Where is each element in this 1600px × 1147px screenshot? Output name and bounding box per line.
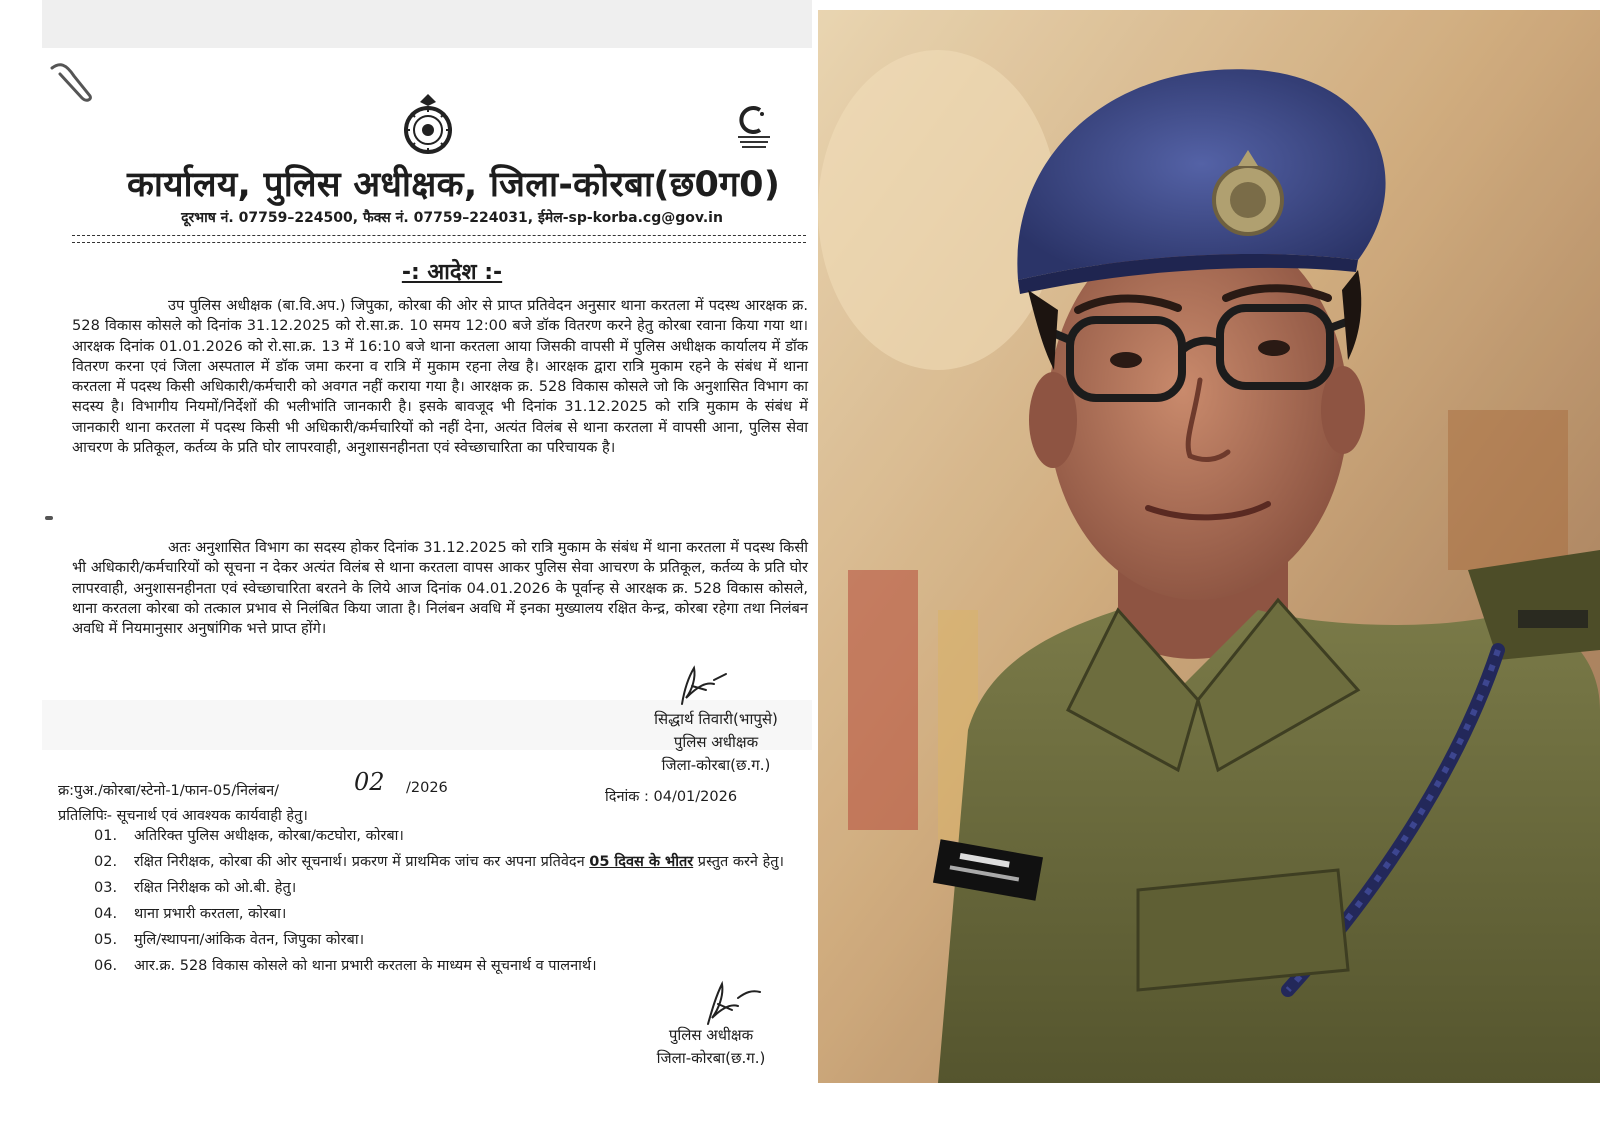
paper-clip-mark-icon <box>46 60 98 104</box>
order-heading <box>127 256 777 286</box>
margin-mark <box>45 516 53 520</box>
list-item <box>94 904 810 924</box>
list-item <box>94 826 810 846</box>
police-emblem-icon <box>396 92 460 158</box>
list-item-number: 06. <box>94 958 118 974</box>
signatory-block-1 <box>616 708 816 777</box>
signatory-name: सिद्धार्थ तिवारी(भापुसे) <box>654 710 778 728</box>
signatory-district: जिला-कोरबा(छ.ग.) <box>656 1049 766 1067</box>
office-title: कार्यालय, पुलिस अधीक्षक, जिला-कोरबा(छ0ग0) <box>127 165 781 205</box>
list-item-number: 04. <box>94 906 118 922</box>
order-document <box>42 0 812 1147</box>
reference-handwritten-number: 02 <box>354 768 385 796</box>
list-item-text-after: प्रस्तुत करने हेतु। <box>693 854 785 870</box>
order-paragraph-1: उप पुलिस अधीक्षक (बा.वि.अप.) जिपुका, कोरबा की ओर से प्राप्त प्रतिवेदन अनुसार थाना करतला में पदस्थ आरक्षक क्र. 528 विकास कोसले को दिनांक 31.12.2025 को रो.सा.क्र. 10 समय 12:00 बजे डॉक वितरण करने हेतु कोरबा रवाना किया गया था। आरक्षक दिनांक 01.01.2026 को रो.सा.क्र. 13 में 16:10 बजे थाना करतला आया जिसकी वापसी में पुलिस अधीक्षक कार्यालय में डॉक वितरण करना एवं जिला अस्पताल में डॉक जमा करना व रात्रि में मुकाम रहना लेख है। आरक्षक द्वारा रात्रि मुकाम रहने के संबंध में थाना करतला में पदस्थ किसी अधिकारी/कर्मचारी को अवगत नहीं कराया गया है। आरक्षक क्र. 528 विकास कोसले जो कि अनुशासित विभाग का सदस्य है। विभागीय नियमों/निर्देशों की भलीभांति जानकारी है। इसके बावजूद भी दिनांक 31.12.2025 को रात्रि मुकाम के संबंध में जानकारी थाना करतला में पदस्थ किसी भी अधिकारी/कर्मचारियों को नहीं देना, अत्यंत विलंब से थाना करतला में वापसी आना, पुलिस सेवा आचरण के प्रतिकूल, कर्तव्य के प्रति घोर लापरवाही, अनुशासनहीनता एवं स्वेच्छाचारिता का परिचायक है। <box>72 297 808 457</box>
officer-portrait-photo <box>818 10 1600 1083</box>
list-item-number: 03. <box>94 880 118 896</box>
header-divider <box>72 235 806 243</box>
list-item-text: रक्षित निरीक्षक, कोरबा की ओर सूचनार्थ। प्रकरण में प्राथमिक जांच कर अपना प्रतिवेदन <box>134 854 590 870</box>
list-item-number: 01. <box>94 828 118 844</box>
reference-year: /2026 <box>406 780 448 796</box>
list-item-text: रक्षित निरीक्षक को ओ.बी. हेतु। <box>134 880 297 896</box>
officer-portrait-illustration <box>818 10 1600 1083</box>
copy-to-line: प्रतिलिपिः- सूचनार्थ एवं आवश्यक कार्यवाही हेतु। <box>58 808 308 824</box>
reference-date: दिनांक : 04/01/2026 <box>605 789 738 805</box>
reference-prefix: क्र:पुअ./कोरबा/स्टेनो-1/फान-05/निलंबन/ <box>58 783 280 799</box>
list-item-number: 05. <box>94 932 118 948</box>
deadline-underlined: 05 दिवस के भीतर <box>589 854 694 870</box>
contact-line: दूरभाष नं. 07759–224500, फैक्स नं. 07759–224031, ईमेल-sp-korba.cg@gov.in <box>181 210 723 226</box>
list-item-text: अतिरिक्त पुलिस अधीक्षक, कोरबा/कटघोरा, कोरबा। <box>134 828 404 844</box>
list-item <box>94 878 810 898</box>
list-item <box>94 852 810 872</box>
signatory-district: जिला-कोरबा(छ.ग.) <box>661 756 771 774</box>
signatory-designation: पुलिस अधीक्षक <box>668 1026 754 1044</box>
copy-list <box>94 826 810 982</box>
list-item <box>94 930 810 950</box>
scan-top-border <box>42 0 812 48</box>
list-item-text: मुलि/स्थापना/आंकिक वेतन, जिपुका कोरबा। <box>134 932 365 948</box>
list-item-text: थाना प्रभारी करतला, कोरबा। <box>134 906 287 922</box>
list-item <box>94 956 810 976</box>
cooperative-year-logo-icon <box>734 104 774 152</box>
order-heading-text: -: आदेश :- <box>401 260 503 285</box>
handwritten-signature-2 <box>688 976 784 1026</box>
list-item-text: आर.क्र. 528 विकास कोसले को थाना प्रभारी करतला के माध्यम से सूचनार्थ व पालनार्थ। <box>134 958 597 974</box>
handwritten-signature-1 <box>622 664 812 706</box>
signatory-designation: पुलिस अधीक्षक <box>673 733 759 751</box>
list-item-number: 02. <box>94 854 118 870</box>
signatory-block-2 <box>616 1024 806 1070</box>
order-paragraph-2: अतः अनुशासित विभाग का सदस्य होकर दिनांक 31.12.2025 को रात्रि मुकाम के संबंध में थाना करतला में पदस्थ किसी भी अधिकारी/कर्मचारियों को सूचना न देकर अत्यंत विलंब से थाना करतला वापस आकर पुलिस सेवा आचरण के प्रतिकूल, कर्तव्य के प्रति घोर लापरवाही, अनुशासनहीनता एवं स्वेच्छाचारिता बरतने के लिये आज दिनांक 04.01.2026 के पूर्वान्ह से आरक्षक क्र. 528 विकास कोसले, थाना करतला कोरबा को तत्काल प्रभाव से निलंबित किया जाता है। निलंबन अवधि में इनका मुख्यालय रक्षित केन्द्र, कोरबा रहेगा तथा निलंबन अवधि में नियमानुसार अनुषांगिक भत्ते प्राप्त होंगे। <box>72 539 808 638</box>
